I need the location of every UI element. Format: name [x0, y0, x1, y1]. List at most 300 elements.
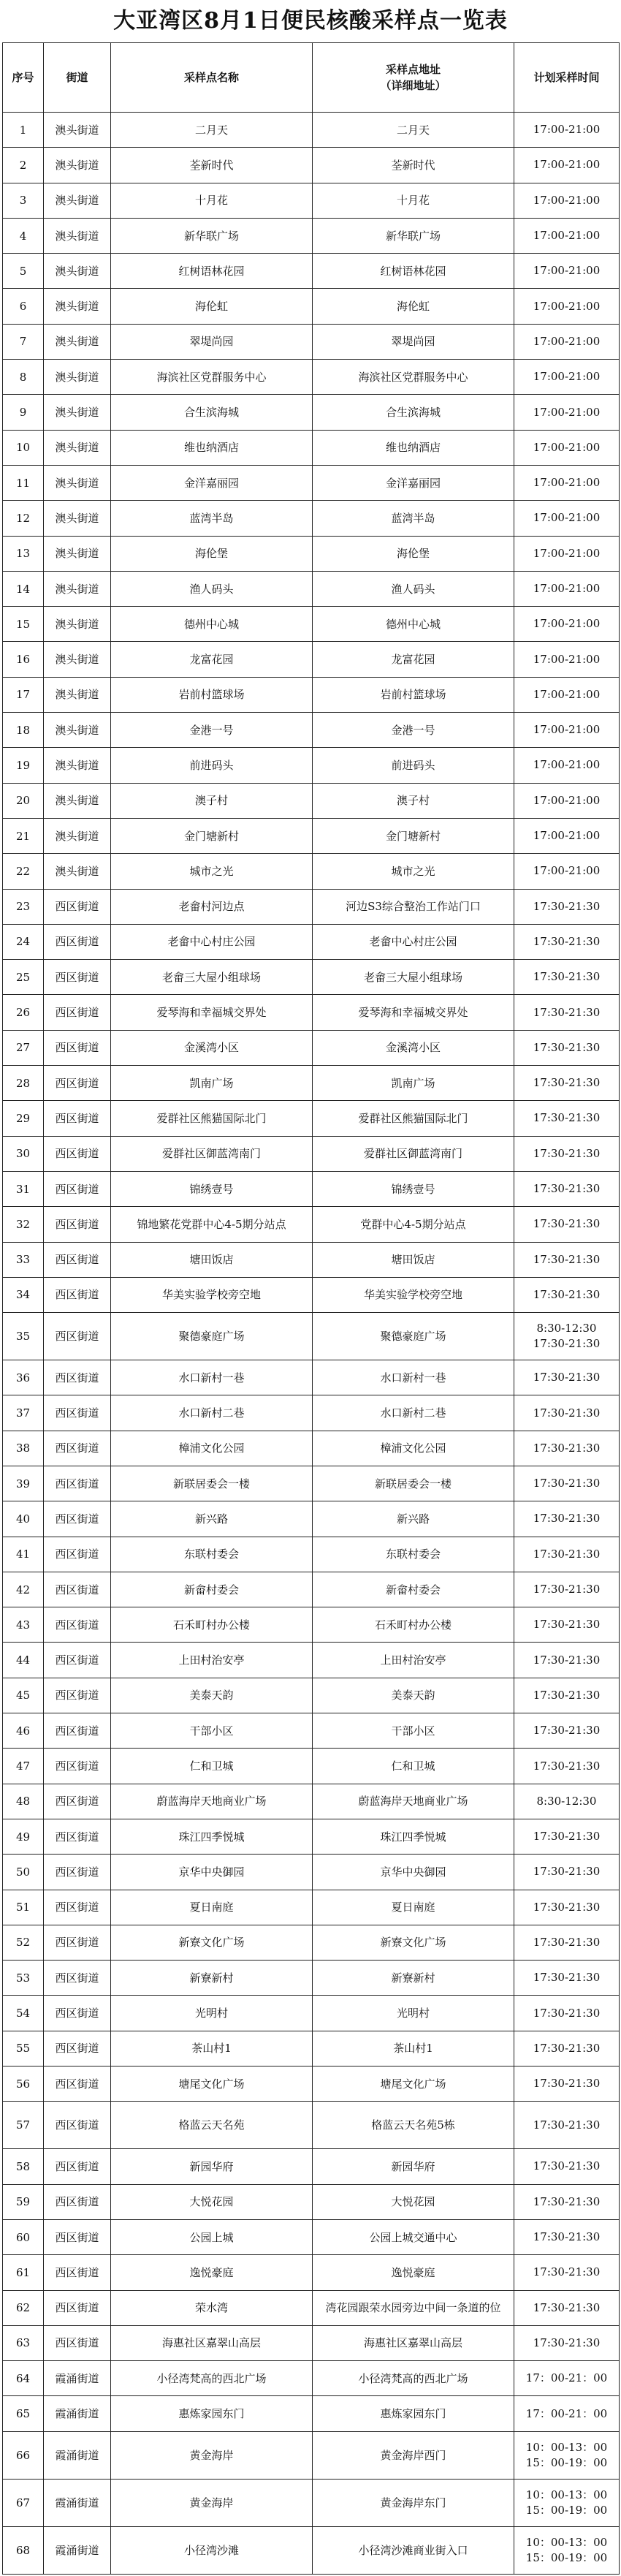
cell-address: 塘田饭店	[313, 1242, 514, 1277]
cell-street: 西区街道	[44, 2184, 111, 2219]
time-slot: 17:30-21:30	[533, 899, 601, 913]
cell-time	[514, 254, 620, 289]
cell-time	[514, 1572, 620, 1607]
table-row	[3, 607, 620, 642]
cell-name: 水口新村二巷	[111, 1395, 313, 1431]
cell-time	[514, 2102, 620, 2149]
table-row	[3, 1066, 620, 1101]
cell-time	[514, 748, 620, 783]
cell-street: 西区街道	[44, 2149, 111, 2184]
cell-street: 西区街道	[44, 2031, 111, 2066]
cell-time	[514, 1030, 620, 1065]
cell-name: 城市之光	[111, 854, 313, 889]
cell-street: 西区街道	[44, 995, 111, 1030]
cell-name: 金洋嘉丽园	[111, 465, 313, 500]
cell-name: 翠堤尚园	[111, 324, 313, 359]
cell-name: 岩前村篮球场	[111, 677, 313, 712]
cell-time	[514, 1313, 620, 1360]
page-title: 大亚湾区8月1日便民核酸采样点一览表	[113, 8, 508, 34]
time-slot: 17:30-21:30	[533, 2300, 601, 2314]
time-slot: 17:30-21:30	[533, 1005, 601, 1019]
cell-address: 光明村	[313, 1996, 514, 2031]
table-row	[3, 818, 620, 853]
cell-street: 澳头街道	[44, 395, 111, 430]
cell-time	[514, 713, 620, 748]
time-slot: 17:30-21:30	[533, 2230, 601, 2244]
cell-street: 澳头街道	[44, 748, 111, 783]
cell-address: 维也纳酒店	[313, 430, 514, 465]
time-slot: 17:00-21:00	[533, 158, 601, 172]
cell-address: 渔人码头	[313, 571, 514, 606]
cell-street: 西区街道	[44, 960, 111, 995]
cell-time	[514, 1101, 620, 1136]
cell-no: 38	[3, 1431, 44, 1466]
time-slot: 17:00-21:00	[533, 617, 601, 631]
cell-street: 西区街道	[44, 1784, 111, 1819]
table-row	[3, 2396, 620, 2431]
cell-no: 62	[3, 2290, 44, 2325]
cell-time	[514, 783, 620, 818]
cell-street: 西区街道	[44, 2290, 111, 2325]
table-row	[3, 1242, 620, 1277]
cell-name: 珠江四季悦城	[111, 1819, 313, 1854]
time-slot: 17：00-21：00	[525, 2371, 608, 2385]
cell-no: 57	[3, 2102, 44, 2149]
cell-address: 海伦堡	[313, 536, 514, 571]
cell-street: 霞涌街道	[44, 2396, 111, 2431]
cell-street: 澳头街道	[44, 324, 111, 359]
cell-street: 澳头街道	[44, 430, 111, 465]
cell-street: 澳头街道	[44, 218, 111, 253]
cell-address: 水口新村一巷	[313, 1360, 514, 1395]
cell-address: 爱琴海和幸福城交界处	[313, 995, 514, 1030]
table-row	[3, 1572, 620, 1607]
time-slot: 17:00-21:00	[533, 793, 601, 807]
cell-address: 前进码头	[313, 748, 514, 783]
cell-name: 仁和卫城	[111, 1749, 313, 1784]
cell-address: 金港一号	[313, 713, 514, 748]
cell-name: 龙富花园	[111, 642, 313, 677]
cell-address: 小径湾梵高的西北广场	[313, 2361, 514, 2396]
cell-street: 澳头街道	[44, 818, 111, 853]
table-row	[3, 783, 620, 818]
cell-street: 澳头街道	[44, 360, 111, 395]
cell-no: 4	[3, 218, 44, 253]
cell-name: 爱群社区熊猫国际北门	[111, 1101, 313, 1136]
cell-street: 澳头街道	[44, 289, 111, 324]
cell-no: 42	[3, 1572, 44, 1607]
cell-name: 格蓝云天名苑	[111, 2102, 313, 2149]
table-row	[3, 642, 620, 677]
cell-time	[514, 677, 620, 712]
table-row	[3, 113, 620, 148]
cell-no: 52	[3, 1925, 44, 1960]
table-body	[3, 113, 620, 2575]
cell-time	[514, 218, 620, 253]
cell-time	[514, 1996, 620, 2031]
cell-address: 老畲中心村庄公园	[313, 924, 514, 959]
cell-street: 西区街道	[44, 1360, 111, 1395]
time-slot: 8:30-12:30	[536, 1322, 597, 1336]
time-slot: 17:30-21:30	[533, 1971, 601, 1985]
cell-no: 15	[3, 607, 44, 642]
time-slot: 17:00-21:00	[533, 299, 601, 313]
cell-name: 凯南广场	[111, 1066, 313, 1101]
cell-street: 澳头街道	[44, 536, 111, 571]
cell-address: 湾花园跟荣水园旁边中间一条道的位	[313, 2290, 514, 2325]
cell-street: 西区街道	[44, 924, 111, 959]
cell-name: 老畲中心村庄公园	[111, 924, 313, 959]
cell-address: 海惠社区嘉翠山高层	[313, 2325, 514, 2360]
time-slot: 17:00-21:00	[533, 476, 601, 490]
time-slot: 17:30-21:30	[533, 1406, 601, 1420]
time-slot: 17:30-21:30	[533, 2265, 601, 2279]
table-row	[3, 960, 620, 995]
cell-street: 西区街道	[44, 1101, 111, 1136]
cell-name: 爱群社区御蓝湾南门	[111, 1136, 313, 1171]
cell-address: 海伦虹	[313, 289, 514, 324]
table-row	[3, 1819, 620, 1854]
table-row	[3, 148, 620, 183]
cell-address: 合生滨海城	[313, 395, 514, 430]
cell-name: 新联居委会一楼	[111, 1466, 313, 1501]
cell-time	[514, 148, 620, 183]
cell-name: 合生滨海城	[111, 395, 313, 430]
cell-street: 西区街道	[44, 1925, 111, 1960]
table-row	[3, 1101, 620, 1136]
table-row	[3, 1784, 620, 1819]
cell-street: 西区街道	[44, 1572, 111, 1607]
cell-time	[514, 395, 620, 430]
cell-name: 京华中央御园	[111, 1855, 313, 1890]
time-slot: 17:30-21:30	[533, 1076, 601, 1090]
cell-name: 惠炼家园东门	[111, 2396, 313, 2431]
time-slot: 17:30-21:30	[533, 1724, 601, 1738]
cell-street: 西区街道	[44, 1171, 111, 1206]
cell-street: 西区街道	[44, 1501, 111, 1537]
table-row	[3, 924, 620, 959]
cell-name: 渔人码头	[111, 571, 313, 606]
cell-name: 老畲村河边点	[111, 889, 313, 924]
cell-no: 40	[3, 1501, 44, 1537]
table-row	[3, 1360, 620, 1395]
cell-name: 塘田饭店	[111, 1242, 313, 1277]
cell-no: 12	[3, 501, 44, 536]
cell-name: 新畲村委会	[111, 1572, 313, 1607]
time-slot: 17:30-21:30	[533, 934, 601, 948]
time-slot: 10：00-13：00	[525, 2535, 608, 2549]
time-slot: 17:30-21:30	[533, 2118, 601, 2132]
time-slot: 17:00-21:00	[533, 652, 601, 666]
cell-street: 西区街道	[44, 1607, 111, 1643]
cell-no: 54	[3, 1996, 44, 2031]
cell-name: 爱琴海和幸福城交界处	[111, 995, 313, 1030]
cell-no: 43	[3, 1607, 44, 1643]
time-slot: 17:30-21:30	[533, 1830, 601, 1844]
cell-name: 华美实验学校旁空地	[111, 1277, 313, 1312]
cell-no: 26	[3, 995, 44, 1030]
cell-no: 67	[3, 2479, 44, 2526]
cell-street: 西区街道	[44, 2219, 111, 2254]
time-slot: 17:30-21:30	[533, 1688, 601, 1702]
cell-address: 德州中心城	[313, 607, 514, 642]
cell-no: 46	[3, 1713, 44, 1749]
cell-name: 聚德豪庭广场	[111, 1313, 313, 1360]
time-slot: 17:00-21:00	[533, 440, 601, 454]
table-row	[3, 2184, 620, 2219]
time-slot: 15：00-19：00	[525, 2550, 608, 2564]
time-slot: 17：00-21：00	[525, 2406, 608, 2420]
table-row	[3, 713, 620, 748]
time-slot: 17:00-21:00	[533, 370, 601, 384]
time-slot: 10：00-13：00	[525, 2440, 608, 2454]
cell-time	[514, 818, 620, 853]
cell-time	[514, 1784, 620, 1819]
table-row	[3, 1431, 620, 1466]
cell-time	[514, 1713, 620, 1749]
cell-address: 金溪湾小区	[313, 1030, 514, 1065]
cell-name: 二月天	[111, 113, 313, 148]
table-row	[3, 2325, 620, 2360]
table-row	[3, 1313, 620, 1360]
cell-address: 海滨社区党群服务中心	[313, 360, 514, 395]
cell-no: 18	[3, 713, 44, 748]
cell-no: 41	[3, 1537, 44, 1572]
time-slot: 17:30-21:30	[533, 2006, 601, 2020]
cell-street: 西区街道	[44, 1207, 111, 1242]
cell-address: 十月花	[313, 183, 514, 218]
cell-street: 霞涌街道	[44, 2526, 111, 2574]
cell-name: 新寮文化广场	[111, 1925, 313, 1960]
cell-address: 新寮文化广场	[313, 1925, 514, 1960]
cell-time	[514, 854, 620, 889]
cell-time	[514, 1925, 620, 1960]
cell-address: 新寮新村	[313, 1961, 514, 1996]
cell-no: 39	[3, 1466, 44, 1501]
time-slot: 17:30-21:30	[533, 2159, 601, 2173]
table-row	[3, 571, 620, 606]
cell-address: 大悦花园	[313, 2184, 514, 2219]
cell-no: 11	[3, 465, 44, 500]
cell-street: 澳头街道	[44, 607, 111, 642]
cell-street: 西区街道	[44, 1242, 111, 1277]
cell-address: 夏日南庭	[313, 1890, 514, 1925]
table-row	[3, 1277, 620, 1312]
table-row	[3, 1030, 620, 1065]
cell-no: 10	[3, 430, 44, 465]
cell-no: 19	[3, 748, 44, 783]
cell-street: 澳头街道	[44, 148, 111, 183]
cell-address: 龙富花园	[313, 642, 514, 677]
cell-name: 金门塘新村	[111, 818, 313, 853]
cell-time	[514, 960, 620, 995]
cell-street: 霞涌街道	[44, 2361, 111, 2396]
cell-name: 德州中心城	[111, 607, 313, 642]
cell-street: 西区街道	[44, 1537, 111, 1572]
cell-address: 聚德豪庭广场	[313, 1313, 514, 1360]
time-slot: 17:30-21:30	[533, 1441, 601, 1455]
time-slot: 17:30-21:30	[533, 2041, 601, 2055]
cell-name: 水口新村一巷	[111, 1360, 313, 1395]
cell-time	[514, 642, 620, 677]
cell-street: 澳头街道	[44, 183, 111, 218]
cell-name: 海滨社区党群服务中心	[111, 360, 313, 395]
cell-name: 海惠社区嘉翠山高层	[111, 2325, 313, 2360]
cell-time	[514, 113, 620, 148]
cell-no: 23	[3, 889, 44, 924]
cell-street: 西区街道	[44, 1136, 111, 1171]
cell-address: 岩前村篮球场	[313, 677, 514, 712]
cell-name: 光明村	[111, 1996, 313, 2031]
time-slot: 17:00-21:00	[533, 582, 601, 595]
cell-street: 西区街道	[44, 1961, 111, 1996]
cell-time	[514, 1749, 620, 1784]
cell-no: 47	[3, 1749, 44, 1784]
cell-street: 澳头街道	[44, 254, 111, 289]
cell-no: 3	[3, 183, 44, 218]
time-slot: 17:30-21:30	[533, 1759, 601, 1773]
cell-street: 西区街道	[44, 1066, 111, 1101]
time-slot: 17:30-21:30	[533, 970, 601, 984]
cell-time	[514, 1066, 620, 1101]
time-slot: 17:00-21:00	[533, 758, 601, 772]
cell-time	[514, 1277, 620, 1312]
cell-street: 澳头街道	[44, 783, 111, 818]
time-slot: 17:00-21:00	[533, 687, 601, 701]
cell-name: 荃新时代	[111, 148, 313, 183]
header-no: 序号	[3, 43, 44, 113]
cell-name: 新兴路	[111, 1501, 313, 1537]
cell-address: 石禾町村办公楼	[313, 1607, 514, 1643]
table-row	[3, 1171, 620, 1206]
cell-street: 澳头街道	[44, 642, 111, 677]
cell-street: 西区街道	[44, 889, 111, 924]
cell-time	[514, 2290, 620, 2325]
time-slot: 17:30-21:30	[533, 1865, 601, 1879]
time-slot: 17:00-21:00	[533, 723, 601, 737]
time-slot: 17:30-21:30	[533, 1182, 601, 1196]
cell-time	[514, 1242, 620, 1277]
header-street: 街道	[44, 43, 111, 113]
cell-no: 64	[3, 2361, 44, 2396]
cell-name: 蓝湾半岛	[111, 501, 313, 536]
cell-name: 小径湾沙滩	[111, 2526, 313, 2574]
cell-street: 澳头街道	[44, 854, 111, 889]
time-slot: 17:30-21:30	[533, 1935, 601, 1949]
cell-no: 8	[3, 360, 44, 395]
cell-time	[514, 2325, 620, 2360]
cell-time	[514, 1466, 620, 1501]
cell-time	[514, 2255, 620, 2290]
cell-no: 1	[3, 113, 44, 148]
cell-address: 党群中心4-5期分站点	[313, 1207, 514, 1242]
sampling-sites-table	[2, 42, 620, 2575]
table-row	[3, 2361, 620, 2396]
cell-address: 黄金海岸东门	[313, 2479, 514, 2526]
table-row	[3, 360, 620, 395]
cell-address: 东联村委会	[313, 1537, 514, 1572]
cell-no: 25	[3, 960, 44, 995]
cell-no: 32	[3, 1207, 44, 1242]
cell-address: 爱群社区御蓝湾南门	[313, 1136, 514, 1171]
cell-no: 28	[3, 1066, 44, 1101]
cell-street: 西区街道	[44, 1678, 111, 1713]
cell-street: 霞涌街道	[44, 2431, 111, 2479]
cell-name: 金港一号	[111, 713, 313, 748]
cell-no: 50	[3, 1855, 44, 1890]
time-slot: 17:30-21:30	[533, 1371, 601, 1384]
cell-address: 红树语林花园	[313, 254, 514, 289]
time-slot: 17:30-21:30	[533, 1653, 601, 1667]
cell-address: 锦绣壹号	[313, 1171, 514, 1206]
cell-no: 9	[3, 395, 44, 430]
table-row	[3, 1466, 620, 1501]
cell-time	[514, 1537, 620, 1572]
cell-name: 维也纳酒店	[111, 430, 313, 465]
cell-name: 大悦花园	[111, 2184, 313, 2219]
cell-time	[514, 324, 620, 359]
cell-address: 爱群社区熊猫国际北门	[313, 1101, 514, 1136]
table-row	[3, 1501, 620, 1537]
table-row	[3, 1961, 620, 1996]
cell-time	[514, 1431, 620, 1466]
cell-name: 夏日南庭	[111, 1890, 313, 1925]
cell-street: 西区街道	[44, 1890, 111, 1925]
cell-street: 西区街道	[44, 2102, 111, 2149]
cell-time	[514, 2396, 620, 2431]
cell-street: 西区街道	[44, 1277, 111, 1312]
time-slot: 15：00-19：00	[525, 2455, 608, 2469]
cell-address: 新联居委会一楼	[313, 1466, 514, 1501]
cell-address: 翠堤尚园	[313, 324, 514, 359]
time-slot: 17:30-21:30	[533, 1477, 601, 1490]
time-slot: 17:00-21:00	[533, 405, 601, 419]
cell-name: 红树语林花园	[111, 254, 313, 289]
cell-time	[514, 183, 620, 218]
cell-name: 新寮新村	[111, 1961, 313, 1996]
cell-address: 格蓝云天名苑5栋	[313, 2102, 514, 2149]
cell-street: 西区街道	[44, 1749, 111, 1784]
cell-time	[514, 1961, 620, 1996]
cell-no: 60	[3, 2219, 44, 2254]
cell-time	[514, 2031, 620, 2066]
table-row	[3, 2290, 620, 2325]
cell-street: 西区街道	[44, 1713, 111, 1749]
cell-name: 老畲三大屋小组球场	[111, 960, 313, 995]
cell-time	[514, 995, 620, 1030]
cell-time	[514, 2361, 620, 2396]
cell-time	[514, 924, 620, 959]
cell-time	[514, 889, 620, 924]
table-row	[3, 2255, 620, 2290]
time-slot: 17:30-21:30	[533, 1040, 601, 1054]
cell-time	[514, 465, 620, 500]
table-row	[3, 430, 620, 465]
cell-no: 31	[3, 1171, 44, 1206]
cell-no: 29	[3, 1101, 44, 1136]
table-row	[3, 2526, 620, 2574]
cell-time	[514, 2067, 620, 2102]
cell-address: 华美实验学校旁空地	[313, 1277, 514, 1312]
cell-time	[514, 289, 620, 324]
cell-time	[514, 2526, 620, 2574]
time-slot: 17:30-21:30	[533, 1512, 601, 1526]
cell-street: 澳头街道	[44, 713, 111, 748]
cell-address: 逸悦豪庭	[313, 2255, 514, 2290]
cell-address: 老畲三大屋小组球场	[313, 960, 514, 995]
cell-address: 樟浦文化公园	[313, 1431, 514, 1466]
time-slot: 17:00-21:00	[533, 229, 601, 243]
